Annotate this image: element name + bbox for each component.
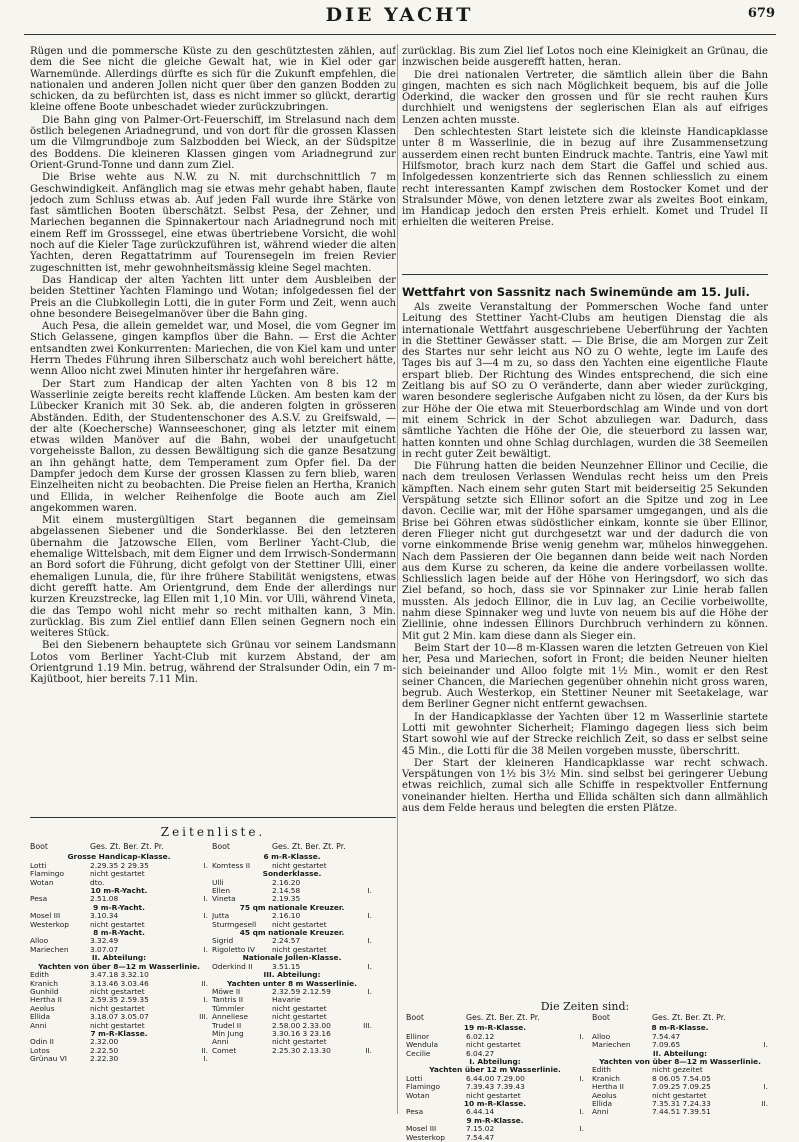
boat-time: 3.51.15 [272,962,301,971]
boat-prize [194,1038,208,1046]
boat-prize: II. [761,1100,768,1109]
boat-time: 8 06.05 7.54.05 [652,1074,711,1083]
header-boot: Boot [406,1014,424,1022]
table-row [212,996,372,1004]
boat-time: 2.16.20 [272,878,301,887]
paragraph: Der Start der kleineren Handicapklasse war recht schwach. Verspätungen von 1½ bis 3½ Min. sind selbst bei geringerer Uebung etwas reichlich, zumal sich alle Schiffe in respektvoller Entfernung voneinander hielten. Hertha und Ellida schälten sich dann allmählich aus dem Felde heraus und belegten die ersten Plätze. [402,757,768,815]
table-row [406,1033,584,1041]
boat-name: Flamingo [30,870,64,879]
class-heading: Yachten von über 8—12 m Wasserlinie. [38,961,200,971]
boat-prize [194,937,208,945]
table-row [592,1083,768,1091]
boat-time: nicht gestartet [90,1021,145,1030]
boat-time: 2.32.59 2.12.59 [272,987,331,996]
class-heading: 19 m-R-Klasse. [463,1023,527,1033]
header-times: Ges. Zt. Ber. Zt. Pr. [90,843,164,851]
right-column-article [402,302,768,995]
table-header [406,1014,584,1022]
boat-time: 7.44.51 7.39.51 [652,1108,711,1117]
class-heading: I. Abteilung: [469,1057,521,1067]
class-heading: Yachten unter 8 m Wasserlinie. [227,978,357,988]
boat-prize [194,1022,208,1030]
table-row [30,988,208,996]
boat-prize [194,879,208,887]
boat-prize: I. [763,1083,768,1092]
boat-name: Wotan [406,1091,430,1100]
right-column-top [402,46,768,271]
boat-time: 3.10.34 [90,912,119,921]
header-times: Ges. Zt. Ber. Zt. Pr. [466,1014,540,1022]
boat-name: Trudel II [212,1021,242,1030]
boat-prize [358,895,372,903]
boat-name: Hertha II [30,996,62,1005]
header-boot: Boot [212,843,230,851]
boat-prize: I. [579,1032,584,1041]
boat-time: Havarie [272,996,301,1005]
table-row [212,1038,372,1046]
boat-time: nicht gestartet [272,945,327,954]
boat-name: Lotti [30,861,47,870]
table-row [212,1013,372,1021]
boat-time: nicht gestartet [466,1091,521,1100]
table-row [406,1083,584,1091]
boat-time: 6.44.14 [466,1108,495,1117]
boat-prize: I. [579,1074,584,1083]
boat-prize [194,870,208,878]
class-heading: Yachten über 12 m Wasserlinie. [429,1065,561,1075]
boat-name: Comet [212,1046,237,1055]
table-row [30,1013,208,1021]
boat-prize [570,1041,584,1049]
boat-name: Alloo [592,1032,611,1041]
table-header [212,843,372,851]
class-heading: II. Abteilung: [91,953,147,963]
table-row [212,937,372,945]
boat-prize [570,1134,584,1142]
table-row [212,887,372,895]
header-boot: Boot [30,843,48,851]
table-row [212,879,372,887]
boat-time: 2.22.50 [90,1046,119,1055]
left-column [30,46,396,846]
boat-prize: I. [579,1108,584,1117]
boat-time: 2.59.35 2.59.35 [90,996,149,1005]
boat-prize: I. [203,1055,208,1064]
boat-name: Komtess II [212,861,251,870]
boat-time: 2.51.08 [90,895,119,904]
table-row [30,980,208,988]
boat-prize [358,1013,372,1021]
boat-time: 3.32.49 [90,937,119,946]
results-table-b [212,843,372,1055]
class-heading: 75 qm nationale Kreuzer. [239,902,345,912]
boat-time: nicht gestartet [652,1091,707,1100]
table-row [30,1005,208,1013]
boat-prize: I. [203,945,208,954]
boat-time: nicht gestartet [272,861,327,870]
boat-name: Wendula [406,1041,439,1050]
table-row [30,1038,208,1046]
boat-prize [570,1050,584,1058]
boat-prize: II. [201,979,208,988]
boat-time: 7.54.47 [466,1133,495,1142]
paragraph: Die Brise wehte aus N.W. zu N. mit durchschnittlich 7 m Geschwindigkeit. Anfänglich mag sie etwas mehr gehabt haben, flaute jedoch zum Schluss etwas ab. Auf jeden Fall wurde ihre Stärke von fast sämtlichen Booten überschätzt. Selbst Pesa, der Zehner, und Mariechen begannen die Spinnakertour nach Ariadnegrund noch mit einem Reff im Grosssegel, eine etwas übertriebene Vorsicht, die wohl noch auf die Kieler Tage zurückzuführen ist, während wieder die alten Yachten, deren Regattatrimm auf Tourensegeln im freien Revier zugeschnitten ist, mehr gewohnheitsmässig kleine Segel machten. [30,172,396,274]
table-row [30,912,208,920]
boat-name: Alloo [30,937,49,946]
boat-name: Sturmgesell [212,920,257,929]
class-heading: 10 m-R-Yacht. [90,886,148,896]
paragraph: zurücklag. Bis zum Ziel lief Lotos noch eine Kleinigkeit an Grünau, die inzwischen beide ausgerefft hatten, heran. [402,46,768,69]
class-heading: 7 m-R-Klasse. [90,1028,148,1038]
boat-name: Flamingo [406,1083,440,1092]
magazine-title: DIE YACHT [325,4,474,26]
boat-time: 2.32.00 [90,1038,119,1047]
boat-time: 2.29.35 2 29.35 [90,861,149,870]
boat-name: Wotan [30,878,54,887]
boat-prize [358,879,372,887]
class-heading: 8 m-R-Klasse. [651,1023,709,1033]
paragraph: Das Handicap der alten Yachten litt unter dem Ausbleiben der beiden Stettiner Yachten Flamingo und Wotan; infolgedessen fiel der Preis an die Clubkollegin Lotti, die in guter Form und Zeit, wenn auch ohne besondere Beisegelmanöver über die Bahn ging. [30,274,396,320]
boat-name: Aeolus [30,1004,55,1013]
boat-prize: I. [203,895,208,904]
table-row [30,971,208,979]
table-header [30,843,208,851]
boat-time: 2.24.57 [272,937,301,946]
boat-name: Lotos [30,1046,50,1055]
boat-prize [754,1066,768,1074]
boat-prize [754,1092,768,1100]
boat-time: 3.47.18 3.32.10 [90,971,149,980]
boat-time: 6.02.12 [466,1032,495,1041]
table-row [592,1033,768,1041]
table-row [30,870,208,878]
boat-time: nicht gestartet [272,1004,327,1013]
boat-prize: I. [367,987,372,996]
boat-prize [358,946,372,954]
boat-prize: I. [763,1041,768,1050]
boat-name: Jutta [212,912,230,921]
table-row [592,1100,768,1108]
boat-prize: I. [203,996,208,1005]
table-row [592,1075,768,1083]
boat-prize: I. [367,962,372,971]
class-heading: 45 qm nationale Kreuzer. [239,928,345,938]
boat-time: 7.39.43 7.39.43 [466,1083,525,1092]
table-row [30,1055,208,1063]
boat-time: 7.09.25 7.09.25 [652,1083,711,1092]
boat-prize [358,921,372,929]
table-row [592,1108,768,1116]
boat-time: nicht gestartet [272,920,327,929]
boat-time: 2.19.35 [272,895,301,904]
paragraph: In der Handicapklasse der Yachten über 12 m Wasserlinie startete Lotti mit gewohnter Sicherheit; Flamingo dagegen liess sich beim Start sowohl wie auf der Strecke reichlich Zeit, so dass er selbst seine 45 Min., die Lotti für die 38 Meilen vorgeben musste, überschritt. [402,711,768,757]
class-heading: 10 m-R-Klasse. [463,1099,527,1109]
boat-name: Kranich [30,979,58,988]
boat-name: Min Jung [212,1029,244,1038]
boat-prize [754,1033,768,1041]
paragraph: Beim Start der 10—8 m-Klassen waren die letzten Getreuen von Kiel her, Pesa und Mariechen, sofort in Front; die beiden Neuner hielten sich beieinander und Alloo folgte mit 1½ Min., womit er den Rest seiner Chancen, die Mariechen gegenüber ohnehin nicht gross waren, begrub. Auch Westerkop, ein Stettiner Neuner mit Seetakelage, war dem Berliner Gegner nicht entfernt gewachsen. [402,642,768,711]
header-times: Ges. Zt. Ber. Zt. Pr. [272,843,346,851]
table-row [30,996,208,1004]
table-header [592,1014,768,1022]
header-boot: Boot [592,1014,610,1022]
boat-time: 2.58.00 2.33.00 [272,1021,331,1030]
boat-name: Anni [592,1108,609,1117]
boat-name: Anni [212,1038,229,1047]
boat-name: Edith [30,971,49,980]
boat-time: nicht gestartet [272,1038,327,1047]
boat-name: Oderkind II [212,962,253,971]
boat-time: 7.35.31 7.24.33 [652,1100,711,1109]
boat-prize: II. [201,1046,208,1055]
class-heading: Grosse Handicap-Klasse. [67,852,171,862]
results-table-d [592,1014,768,1117]
table-row [406,1041,584,1049]
boat-name: Anni [30,1021,47,1030]
table-row [592,1092,768,1100]
boat-time: nicht gestartet [90,1004,145,1013]
margin-marks [376,855,394,1105]
boat-name: Ellida [30,1013,51,1022]
paragraph: Die drei nationalen Vertreter, die sämtlich allein über die Bahn gingen, machten es sich nach Möglichkeit bequem, bis auf die Jolle Oderkind, die wacker den grossen und für sie recht rauhen Kurs durchhielt und wenigstens der seglerischen Elan als auf eifriges Lenzen achten musste. [402,69,768,126]
boat-name: Grünau VI [30,1055,67,1064]
boat-time: nicht gestartet [466,1041,521,1050]
paragraph: Die Führung hatten die beiden Neunzehner Ellinor und Cecilie, die nach dem treulosen Verlassen Wendulas recht heiss um den Preis kämpften. Nach einem sehr guten Start mit beiderseitig 25 Sekunden Verspätung setzte sich Ellinor sofort an die Spitze und zog in Lee davon. Cecilie war, mit der Höhe sparsamer umgegangen, und als die Brise bei Göhren etwas südöstlicher einkam, konnte sie über Ellinor, deren Flieger nicht gut durchgesetzt war und der dadurch die von vorne einkommende Brise wenig genehm war, mühelos hinweggehen. Nach dem Passieren der Oie begannen dann beide weit nach Norden aus dem Kurse zu scheren, da keine die andere vorbeilassen wollte. Schliesslich lagen beide auf der Höhe von Heringsdorf, wo sich das Ziel befand, so hoch, dass sie vor Spinnaker zur Linie herab fallen mussten. Als jedoch Ellinor, die in Luv lag, an Cecilie vorbeiwollte, nahm diese Spinnaker weg und luvte von neuem bis auf die Höhe der Ziellinie, ohne indessen Ellinors Durchbruch verhindern zu können. Mit gut 2 Min. kam diese dann als Sieger ein. [402,461,768,642]
boat-prize: III. [363,1021,372,1030]
boat-prize [358,1005,372,1013]
header-times: Ges. Zt. Ber. Zt. Pr. [652,1014,726,1022]
boat-name: Aeolus [592,1091,617,1100]
boat-time: 3.07.07 [90,945,119,954]
boat-prize: I. [203,912,208,921]
boat-name: Tümmler [212,1004,245,1013]
boat-name: Möwe II [212,987,241,996]
boat-name: Kranich [592,1074,620,1083]
boat-prize [358,862,372,870]
boat-prize [570,1083,584,1091]
boat-time: 7.54.47 [652,1032,681,1041]
boat-time: 3.13.46 3.03.46 [90,979,149,988]
boat-prize: III. [199,1013,208,1022]
zeitenliste-title: Zeitenliste. [160,825,266,839]
boat-time: nicht gestartet [90,920,145,929]
boat-name: Ellida [592,1100,613,1109]
boat-prize: II. [365,1046,372,1055]
results-table-c [406,1014,584,1142]
boat-time: nicht gestartet [272,1013,327,1022]
boat-time: nicht gestartet [90,870,145,879]
table-row [212,1005,372,1013]
table-row [30,862,208,870]
boat-prize: I. [579,1125,584,1134]
boat-name: Hertha II [592,1083,624,1092]
boat-prize [194,971,208,979]
table-row [212,1030,372,1038]
boat-time: 3.30.16 3 23.16 [272,1029,331,1038]
boat-name: Gunhild [30,987,59,996]
class-heading: III. Abteilung: [263,970,321,980]
boat-time: 6.44.00 7.29.00 [466,1074,525,1083]
class-heading: 9 m-R-Yacht. [93,902,145,912]
boat-prize [754,1075,768,1083]
boat-name: Lotti [406,1074,423,1083]
page-header [0,0,799,30]
paragraph: Bei den Siebenern behauptete sich Grünau vor seinem Landsmann Lotos vom Berliner Yacht-Club mit kurzem Abstand, der am Orientgrund 1.19 Min. betrug, während der Stralsunder Odin, ein 7 m-Kajütboot, hier bereits 7.11 Min. [30,640,396,686]
boat-name: Pesa [406,1108,424,1117]
boat-name: Mariechen [30,945,69,954]
class-heading: II. Abteilung: [652,1048,708,1058]
boat-time: dto. [90,878,105,887]
table-row [406,1075,584,1083]
boat-time: 6.04.27 [466,1049,495,1058]
boat-time: nicht gestartet [90,987,145,996]
table-row [212,1022,372,1030]
boat-name: Vineta [212,895,236,904]
boat-time: 2.22.30 [90,1055,119,1064]
boat-time: 3.18.07 3.05.07 [90,1013,149,1022]
table-rule [30,817,396,818]
class-heading: Sonderklasse. [262,869,322,879]
boat-name: Pesa [30,895,48,904]
class-heading: Nationale Jollen-Klasse. [242,953,342,963]
table-row [212,1047,372,1055]
boat-prize [194,1005,208,1013]
boat-name: Tantris II [212,996,244,1005]
zeiten-sind-label: Die Zeiten sind: [540,1000,630,1013]
boat-time: 2.16.10 [272,912,301,921]
boat-name: Ellen [212,887,231,896]
paragraph: Der Start zum Handicap der alten Yachten von 8 bis 12 m Wasserlinie zeigte bereits recht klaffende Lücken. Am besten kam der Lübecker Kranich mit 30 Sek. ab, die anderen folgten in grösseren Abständen. Edith, der Studentenschoner des A.S.V. zu Greifswald, — der alte (Koechersche) Wannseeschoner, ging als letzter mit einem etwas wilden Manöver auf die Bahn, wobei der unaufgetucht vorgeheisste Ballon, zu dessen Bewältigung sich die ganze Besatzung an ihn gehängt hatte, dem Temperament zum Opfer fiel. Da der Dampfer jedoch dem Kurse der grossen Klassen zu fern blieb, waren Einzelheiten nicht zu beobachten. Die Preise fielen an Hertha, Kranich und Ellida, in welcher Reihenfolge die Boote auch am Ziel angekommen waren. [30,378,396,514]
boat-time: nicht gezeitet [652,1066,703,1075]
boat-name: Odin II [30,1038,54,1047]
boat-time: 7.15.02 [466,1125,495,1134]
boat-prize: I. [367,887,372,896]
table-row [212,988,372,996]
column-divider [397,44,398,1114]
boat-name: Mosel III [406,1125,437,1134]
boat-time: 2.25.30 2.13.30 [272,1046,331,1055]
paragraph: Rügen und die pommersche Küste zu den geschütztesten zählen, auf dem die See nicht die gleiche Gewalt hat, wie in Kiel oder gar Warnemünde. Allerdings dürfte es sich für die Zukunft empfehlen, die nationalen und anderen Jollen nicht quer über den ganzen Bodden zu schicken, da zu befürchten ist, dass es nicht immer so glückt, derartig kleine offene Boote unbeschadet wieder zurückzubringen. [30,46,396,114]
paragraph: Den schlechtesten Start leistete sich die kleinste Handicapklasse unter 8 m Wasserlinie, die in bezug auf ihre Zusammensetzung ausserdem einen recht bunten Eindruck machte. Tantris, eine Yawl mit Hilfsmotor, brach kurz nach dem Start die Gaffel und schied aus. Infolgedessen konzentrierte sich das Rennen schliesslich zu einem recht interessanten Kampf zwischen dem Rostocker Komet und der Stralsunder Möwe, von denen letztere zwar als zweites Boot einkam, im Handicap jedoch den ersten Preis erhielt. Komet und Trudel II erhielten die weiteren Preise. [402,127,768,229]
boat-time: 2.14.58 [272,887,301,896]
boat-prize: I. [367,912,372,921]
boat-prize [570,1092,584,1100]
page-number: 679 [747,6,775,21]
boat-name: Westerkop [406,1133,445,1142]
boat-prize [358,996,372,1004]
table-row [30,1047,208,1055]
paragraph: Die Bahn ging von Palmer-Ort-Feuerschiff, im Strelasund nach dem östlich belegenen Ariadnegrund, und von dort für die grossen Klassen um die Vilmgrundboje zum Salzbodden bei Wieck, an der Südspitze des Boddens. Die kleineren Klassen gingen vom Ariadnegrund zur Orient-Grund-Tonne und dann zum Ziel. [30,114,396,171]
class-heading: 6 m-R-Klasse. [263,852,321,862]
class-heading: 8 m-R-Yacht. [93,928,145,938]
boat-time: 7.09.65 [652,1041,681,1050]
section-heading: Wettfahrt von Sassnitz nach Swinemünde am 15. Juli. [402,285,750,299]
table-row [30,937,208,945]
boat-prize [754,1108,768,1116]
boat-name: Mosel III [30,912,61,921]
class-heading: Yachten von über 8—12 m Wasserlinie. [599,1057,761,1067]
boat-name: Edith [592,1066,611,1075]
boat-name: Rigoletto IV [212,945,255,954]
boat-name: Cecilie [406,1049,431,1058]
boat-name: Anneliese [212,1013,249,1022]
class-heading: 9 m-R-Klasse. [466,1115,524,1125]
table-row [406,1125,584,1133]
table-row [592,1066,768,1074]
table-row [406,1134,584,1142]
paragraph: Mit einem mustergültigen Start begannen die gemeinsam abgelassenen Siebener und die Sonderklasse. Bei den letzteren übernahm die Jatzowsche Ellen, vom Berliner Yacht-Club, die ehemalige Wittelsbach, mit dem Eigner und dem Irrwisch-Sondermann an Bord sofort die Führung, dicht gefolgt von der Stettiner Ulli, einer ehemaligen Lunula, die, für ihre frühere Stabilität wenigstens, etwas dicht gerefft hatte. Am Orientgrund, dem Ende der allerdings nur kurzen Kreuzstrecke, lag Ellen mit 1,10 Min. vor Ulli, während Vineta, die das Tempo wohl nicht mehr so recht mithalten kann, 3 Min. zurücklag. Bis zum Ziel entlief dann Ellen seinen Gegnern noch ein weiteres Stück. [30,515,396,640]
boat-prize: I. [367,937,372,946]
results-table-a [30,843,208,1064]
header-rule [24,34,776,35]
boat-name: Ellinor [406,1032,430,1041]
boat-prize [358,1038,372,1046]
section-rule [402,274,768,275]
table-row [212,912,372,920]
boat-name: Westerkop [30,920,69,929]
boat-prize [194,921,208,929]
boat-name: Ulli [212,878,224,887]
boat-prize [194,988,208,996]
paragraph: Als zweite Veranstaltung der Pommerschen Woche fand unter Leitung des Stettiner Yacht-Clubs am heutigen Dienstag die als internationale Wettfahrt ausgeschriebene Ueberführung der Yachten in die Stettiner Gewässer statt. — Die Brise, die am Morgen zur Zeit des Startes nur sehr leicht aus NO zu O wehte, legte im Laufe des Tages bis auf 3—4 m zu, so dass den Yachten eine eigentliche Flaute erspart blieb. Der Richtung des Windes entsprechend, die sich eine Zeitlang bis auf SO zu O veränderte, dann aber wieder zurückging, waren besondere seglerische Aufgaben nicht zu lösen, da der Kurs bis zur Höhe der Oie etwa mit Steuerbordschlag am Winde und von dort mit einem Schrick in der Schot abzuliegen war. Dadurch, dass sämtliche Yachten die Höhe der Oie, die steuerbord zu lassen war, hatten konnten und ohne Schlag durchlagen, wurden die 38 Seemeilen in recht guter Zeit bewältigt. [402,302,768,460]
paragraph: Auch Pesa, die allein gemeldet war, und Mosel, die vom Gegner im Stich Gelassene, gingen kampflos über die Bahn. — Erst die Achter entsandten zwei Konkurrenten: Mariechen, die von Kiel kam und unter Herrn Thedes Führung ihren Silberschatz auch wohl bereichert hätte, wenn Alloo nicht zwei Minuten hinter ihr hergefahren wäre. [30,321,396,378]
boat-prize: I. [203,861,208,870]
boat-prize [358,1030,372,1038]
boat-name: Mariechen [592,1041,631,1050]
boat-name: Sigrid [212,937,234,946]
